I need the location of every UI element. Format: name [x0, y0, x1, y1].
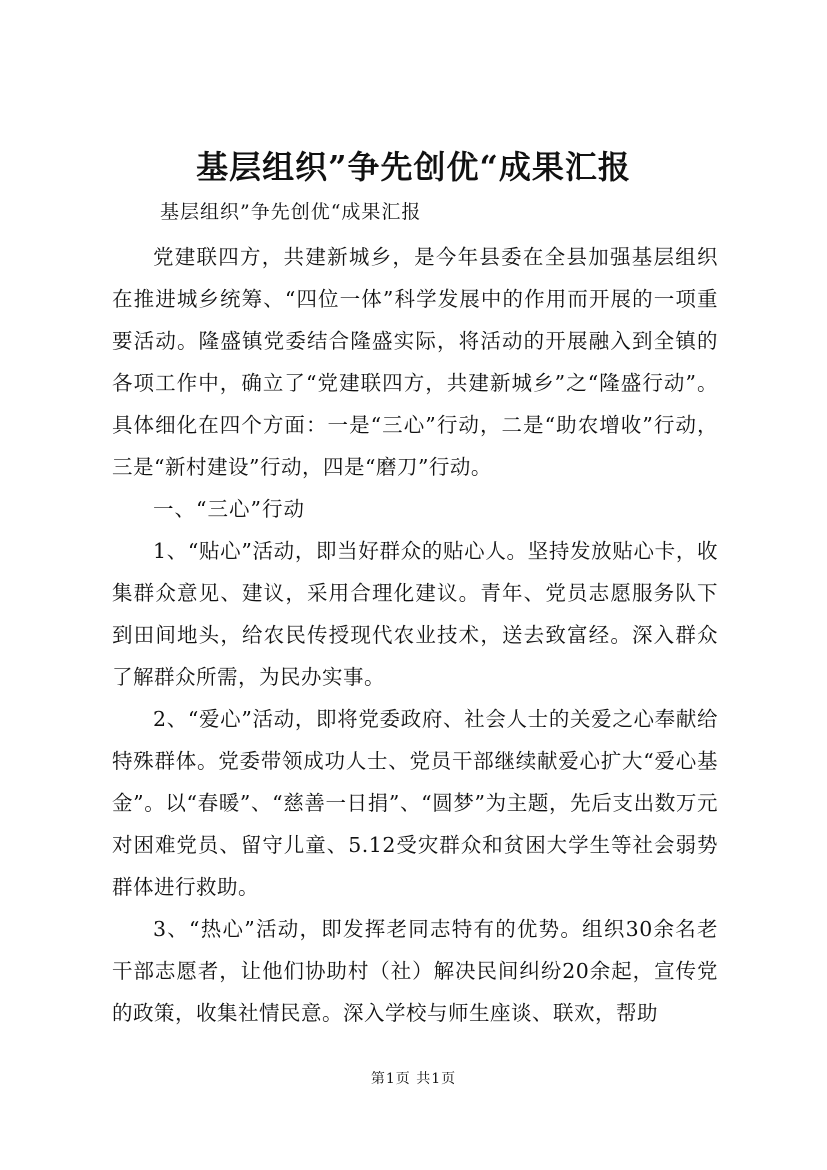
paragraph-item-1: 1、“贴心”活动，即当好群众的贴心人。坚持发放贴心卡，收集群众意见、建议，采用合理化建议。青年、党员志愿服务队下到田间地头，给农民传授现代农业技术，送去致富经。深入群众了解群众所需，为民办实事。	[112, 539, 718, 689]
document-subtitle: 基层组织”争先创优“成果汇报	[160, 201, 422, 223]
page-footer: 第1页 共1页	[370, 1071, 457, 1087]
paragraph-intro: 党建联四方，共建新城乡，是今年县委在全县加强基层组织在推进城乡统筹、“四位一体”科学发展中的作用而开展的一项重要活动。隆盛镇党委结合隆盛实际，将活动的开展融入到全镇的各项工作中，确立了“党建联四方，共建新城乡”之“隆盛行动”。具体细化在四个方面：一是“三心”行动，二是“助农增收”行动，三是“新村建设”行动，四是“磨刀”行动。	[112, 245, 718, 479]
paragraph-item-3: 3、“热心”活动，即发挥老同志特有的优势。组织30余名老干部志愿者，让他们协助村（社）解决民间纠纷20余起，宣传党的政策，收集社情民意。深入学校与师生座谈、联欢，帮助	[112, 917, 718, 1025]
section-heading-three-hearts: 一、“三心”行动	[153, 497, 305, 521]
document-title: 基层组织”争先创优“成果汇报	[196, 148, 631, 186]
document-body	[112, 236, 718, 1034]
paragraph-item-2: 2、“爱心”活动，即将党委政府、社会人士的关爱之心奉献给特殊群体。党委带领成功人士、党员干部继续献爱心扩大“爱心基金”。以“春暖”、“慈善一日捐”、“圆梦”为主题，先后支出数万元对困难党员、留守儿童、5.12受灾群众和贫困大学生等社会弱势群体进行救助。	[112, 707, 718, 899]
